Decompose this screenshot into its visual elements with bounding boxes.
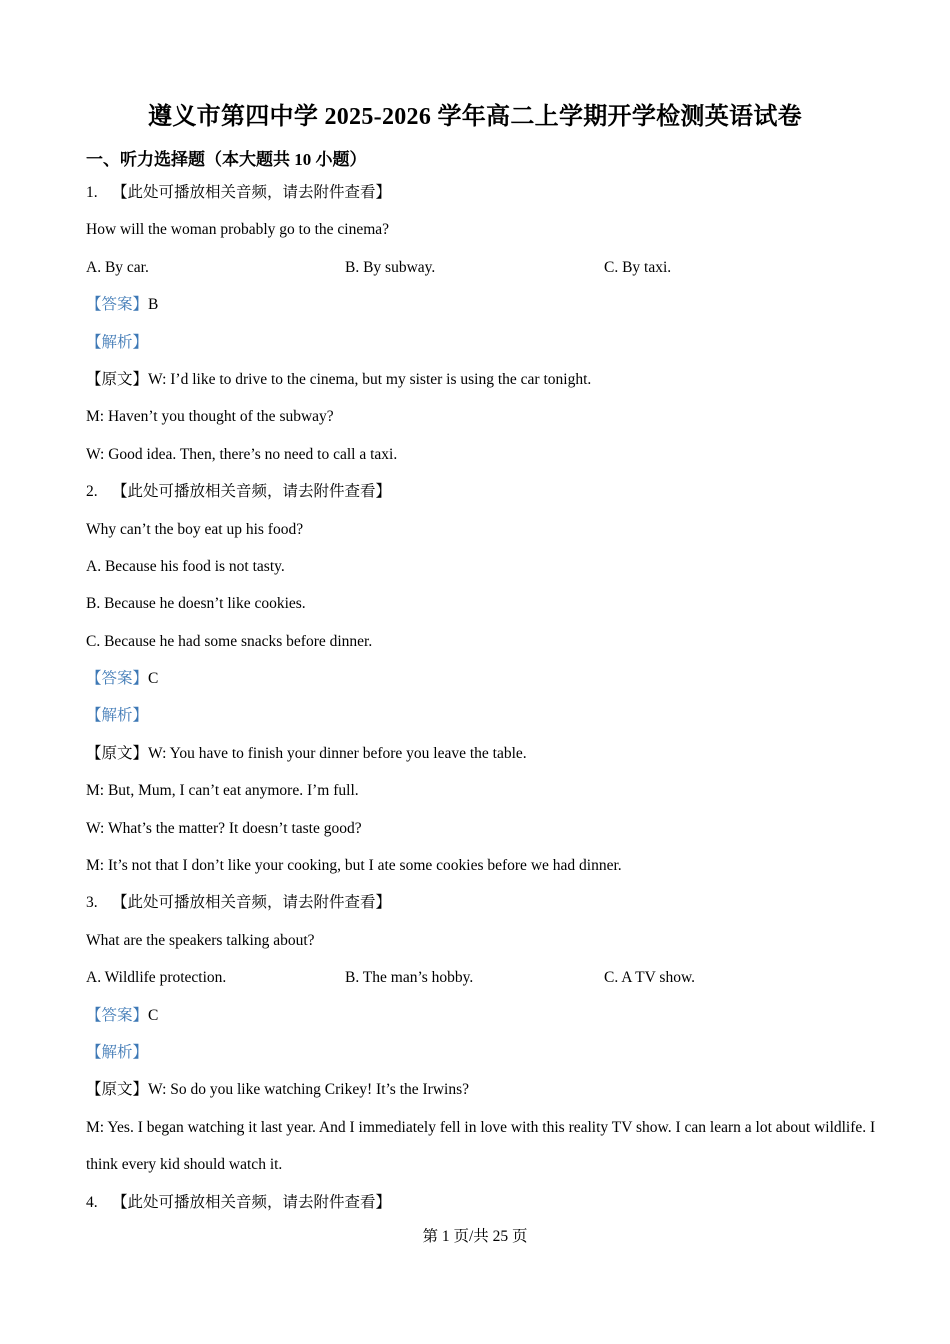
- transcript-line: M: Yes. I began watching it last year. And I immediately fell in love with this reality TV show. I can learn a lot about wildlife. I think every kid should watch it.: [86, 1118, 876, 1174]
- page-footer: 第 1 页/共 25 页: [422, 1228, 528, 1245]
- transcript-line: M: Haven’t you thought of the subway?: [86, 408, 334, 426]
- option-row: [86, 959, 876, 996]
- audio-note: 【此处可播放相关音频，请去附件查看】: [112, 1193, 392, 1211]
- transcript-line: M: It’s not that I don’t like your cooking, but I ate some cookies before we had dinner.: [86, 857, 622, 875]
- transcript-text: W: So do you like watching Crikey! It’s the Irwins?: [148, 1081, 470, 1099]
- option-row: [86, 249, 876, 286]
- analysis-label: 【解析】: [86, 707, 149, 725]
- option-c: C. By taxi.: [604, 258, 672, 276]
- audio-note: 【此处可播放相关音频，请去附件查看】: [112, 894, 392, 912]
- question-text: What are the speakers talking about?: [86, 931, 315, 949]
- transcript-text: W: I’d like to drive to the cinema, but my sister is using the car tonight.: [148, 370, 592, 388]
- answer-line: [86, 660, 876, 697]
- transcript-line: M: But, Mum, I can’t eat anymore. I’m full.: [86, 782, 359, 800]
- analysis-label: 【解析】: [86, 333, 149, 351]
- question-number: 4.: [86, 1193, 98, 1211]
- transcript-line: W: What’s the matter? It doesn’t taste good?: [86, 819, 362, 837]
- answer-label: 【答案】: [86, 296, 149, 314]
- option-a: A. Because his food is not tasty.: [86, 557, 285, 575]
- answer-value: C: [148, 670, 159, 688]
- transcript-line: W: Good idea. Then, there’s no need to call a taxi.: [86, 445, 398, 463]
- question-number: 1.: [86, 184, 98, 201]
- page-title: 遵义市第四中学 2025-2026 学年高二上学期开学检测英语试卷: [148, 104, 802, 130]
- question-header: [86, 884, 876, 921]
- option-a: A. Wildlife protection.: [86, 969, 227, 987]
- section-heading: 一、听力选择题（本大题共 10 小题）: [86, 150, 367, 169]
- question-header: [86, 473, 876, 510]
- question-number: 2.: [86, 483, 98, 501]
- analysis-label: 【解析】: [86, 1043, 149, 1061]
- transcript-line: [86, 361, 876, 398]
- question-text: How will the woman probably go to the cinema?: [86, 221, 390, 239]
- option-c: C. Because he had some snacks before dinner.: [86, 632, 373, 650]
- transcript-line: [86, 1071, 876, 1108]
- question-header: [86, 1184, 876, 1221]
- answer-line: [86, 997, 876, 1034]
- transcript-text: W: You have to finish your dinner before you leave the table.: [148, 744, 527, 762]
- answer-value: B: [148, 296, 159, 314]
- transcript-label: 【原文】: [86, 1081, 149, 1099]
- transcript-line: [86, 735, 876, 772]
- option-b: B. By subway.: [345, 258, 436, 276]
- answer-line: [86, 286, 876, 323]
- option-b: B. The man’s hobby.: [345, 969, 474, 987]
- audio-note: 【此处可播放相关音频，请去附件查看】: [112, 184, 392, 201]
- option-c: C. A TV show.: [604, 969, 696, 987]
- option-b: B. Because he doesn’t like cookies.: [86, 595, 306, 613]
- transcript-label: 【原文】: [86, 370, 149, 388]
- answer-value: C: [148, 1006, 159, 1024]
- question-number: 3.: [86, 894, 98, 912]
- question-list: [86, 174, 876, 1221]
- audio-note: 【此处可播放相关音频，请去附件查看】: [112, 483, 392, 501]
- answer-label: 【答案】: [86, 1006, 149, 1024]
- question-text: Why can’t the boy eat up his food?: [86, 520, 304, 538]
- answer-label: 【答案】: [86, 670, 149, 688]
- question-header: [86, 174, 876, 211]
- transcript-label: 【原文】: [86, 744, 149, 762]
- option-a: A. By car.: [86, 258, 149, 276]
